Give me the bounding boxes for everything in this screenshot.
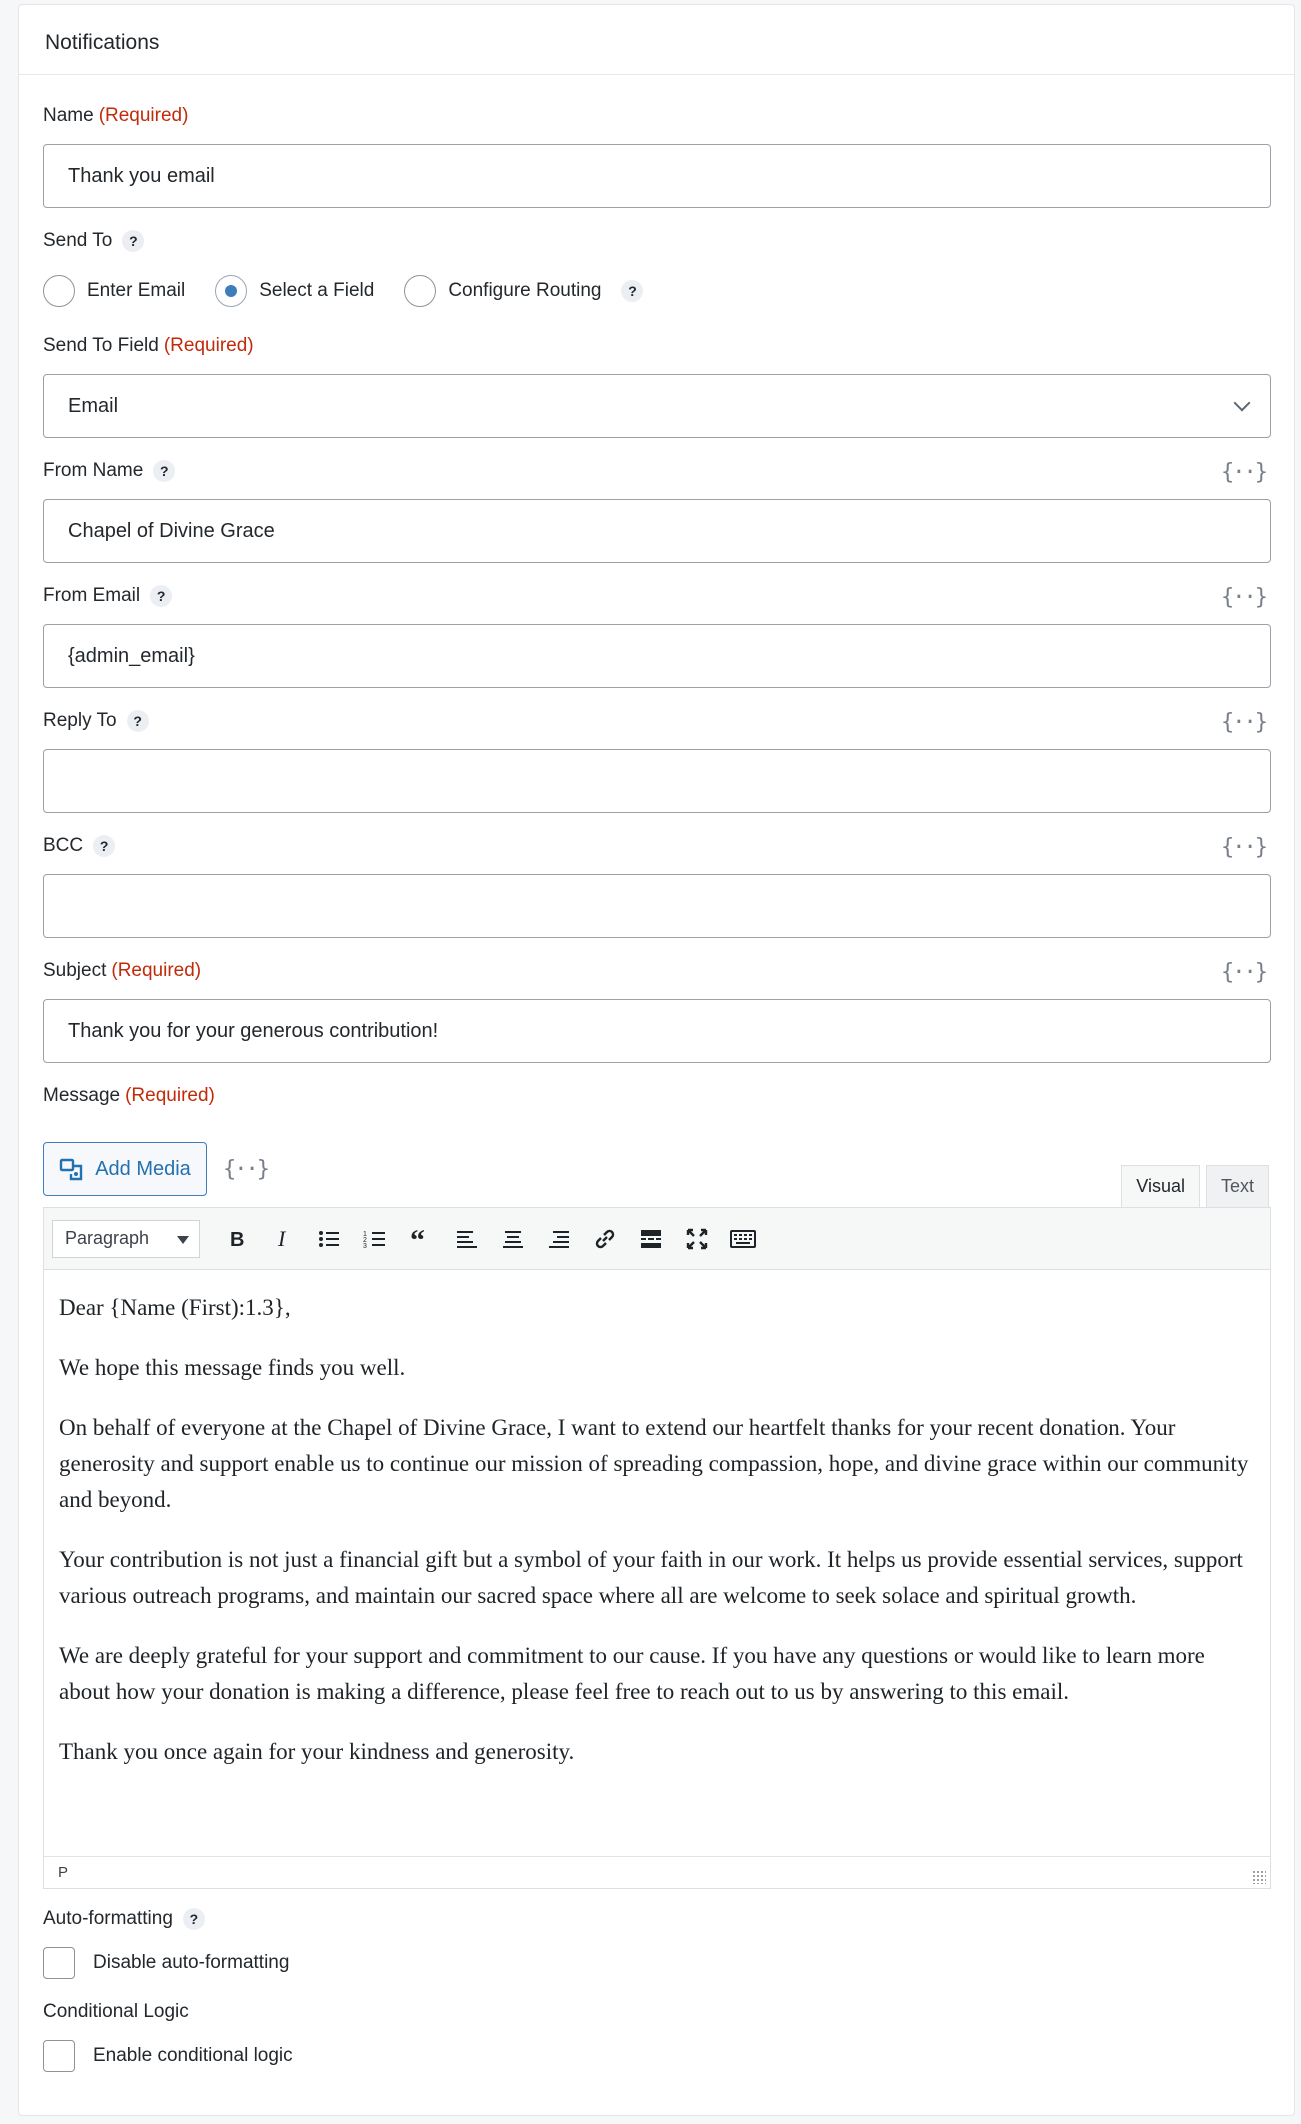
svg-text:B: B bbox=[230, 1228, 245, 1251]
merge-tags-icon[interactable]: {··} bbox=[1221, 460, 1266, 485]
required-marker: (Required) bbox=[163, 335, 254, 356]
panel-title: Notifications bbox=[45, 31, 160, 54]
from-email-input[interactable]: {admin_email} bbox=[43, 624, 1271, 688]
radio-button[interactable] bbox=[43, 275, 75, 307]
align-left-icon[interactable] bbox=[444, 1219, 490, 1259]
panel-header bbox=[19, 5, 1294, 75]
bcc-input[interactable] bbox=[43, 874, 1271, 938]
align-center-icon[interactable] bbox=[490, 1219, 536, 1259]
subject-input[interactable]: Thank you for your generous contribution! bbox=[43, 999, 1271, 1063]
message-paragraph: We hope this message finds you well. bbox=[59, 1355, 406, 1380]
checkbox[interactable] bbox=[43, 2040, 75, 2072]
message-paragraph: On behalf of everyone at the Chapel of Divine Grace, I want to extend our heartfelt thanks for your recent donation. Your generosity and support enable us to continue our mission of spreading compassion, hope, and divine grace within our community and beyond. bbox=[59, 1415, 1249, 1512]
merge-tags-icon[interactable]: {··} bbox=[1221, 585, 1266, 610]
help-icon[interactable]: ? bbox=[127, 710, 149, 732]
auto-formatting-label: Auto-formatting ? bbox=[43, 1908, 205, 1930]
help-icon[interactable]: ? bbox=[153, 460, 175, 482]
message-label: Message (Required) bbox=[43, 1085, 215, 1106]
notifications-panel bbox=[18, 4, 1295, 2116]
resize-grip-icon[interactable] bbox=[1252, 1870, 1266, 1884]
radio-configure-routing[interactable]: Configure Routing bbox=[404, 275, 601, 307]
help-icon[interactable]: ? bbox=[93, 835, 115, 857]
from-name-input[interactable]: Chapel of Divine Grace bbox=[43, 499, 1271, 563]
element-path[interactable]: P bbox=[58, 1864, 69, 1881]
chevron-down-icon bbox=[1234, 395, 1251, 412]
merge-tags-icon[interactable]: {··} bbox=[223, 1157, 268, 1182]
format-select[interactable]: Paragraph bbox=[52, 1220, 200, 1258]
merge-tags-icon[interactable]: {··} bbox=[1221, 835, 1266, 860]
fullscreen-icon[interactable] bbox=[674, 1219, 720, 1259]
editor-toolbar bbox=[44, 1208, 1270, 1270]
subject-label: Subject (Required) bbox=[43, 960, 202, 981]
from-email-label: From Email ? bbox=[43, 585, 172, 607]
svg-text:2: 2 bbox=[363, 1236, 367, 1244]
message-paragraph: We are deeply grateful for your support and commitment to our cause. If you have any questions or would like to learn more about how your donation is making a difference, please feel free to reach out to us by answering to this email. bbox=[59, 1643, 1205, 1704]
read-more-icon[interactable] bbox=[628, 1219, 674, 1259]
send-to-field-label: Send To Field (Required) bbox=[43, 335, 254, 356]
tab-visual[interactable]: Visual bbox=[1121, 1165, 1200, 1207]
enable-conditional-logic-checkbox[interactable]: Enable conditional logic bbox=[43, 2040, 293, 2072]
message-paragraph: Dear {Name (First):1.3}, bbox=[59, 1295, 291, 1320]
name-label: Name (Required) bbox=[43, 105, 189, 126]
bullet-list-icon[interactable] bbox=[306, 1219, 352, 1259]
italic-icon[interactable] bbox=[260, 1219, 306, 1259]
checkbox[interactable] bbox=[43, 1947, 75, 1979]
editor-tabs bbox=[1121, 1165, 1269, 1207]
merge-tags-icon[interactable]: {··} bbox=[1221, 710, 1266, 735]
radio-enter-email[interactable]: Enter Email bbox=[43, 275, 185, 307]
conditional-logic-label: Conditional Logic bbox=[43, 2001, 189, 2022]
message-paragraph: Thank you once again for your kindness and generosity. bbox=[59, 1739, 575, 1764]
media-icon bbox=[59, 1156, 85, 1182]
merge-tags-icon[interactable]: {··} bbox=[1221, 960, 1266, 985]
from-name-label: From Name ? bbox=[43, 460, 175, 482]
svg-text:3: 3 bbox=[363, 1242, 367, 1250]
numbered-list-icon[interactable] bbox=[352, 1219, 398, 1259]
required-marker: (Required) bbox=[111, 960, 202, 981]
radio-button[interactable] bbox=[404, 275, 436, 307]
bold-icon[interactable] bbox=[214, 1219, 260, 1259]
editor-statusbar bbox=[44, 1856, 1270, 1888]
svg-text:I: I bbox=[278, 1225, 286, 1251]
link-icon[interactable] bbox=[582, 1219, 628, 1259]
name-input[interactable]: Thank you email bbox=[43, 144, 1271, 208]
help-icon[interactable]: ? bbox=[621, 280, 643, 302]
svg-text:“: “ bbox=[410, 1225, 425, 1252]
help-icon[interactable]: ? bbox=[150, 585, 172, 607]
add-media-button[interactable]: Add Media bbox=[43, 1142, 207, 1196]
send-to-label: Send To ? bbox=[43, 230, 144, 252]
radio-select-a-field[interactable]: Select a Field bbox=[215, 275, 374, 307]
message-paragraph: Your contribution is not just a financial gift but a symbol of your faith in our work. It helps us provide essential services, support various outreach programs, and maintain our sacred space where all are welcome to seek solace and spiritual growth. bbox=[59, 1547, 1243, 1608]
align-right-icon[interactable] bbox=[536, 1219, 582, 1259]
help-icon[interactable]: ? bbox=[122, 230, 144, 252]
svg-text:1: 1 bbox=[363, 1230, 367, 1238]
disable-auto-formatting-checkbox[interactable]: Disable auto-formatting bbox=[43, 1947, 289, 1979]
help-icon[interactable]: ? bbox=[183, 1908, 205, 1930]
reply-to-label: Reply To ? bbox=[43, 710, 149, 732]
tab-text[interactable]: Text bbox=[1206, 1165, 1269, 1207]
blockquote-icon[interactable] bbox=[398, 1219, 444, 1259]
message-editor bbox=[43, 1207, 1271, 1889]
editor-content[interactable] bbox=[59, 1290, 1254, 1794]
send-to-field-select[interactable]: Email bbox=[43, 374, 1271, 438]
radio-button-selected[interactable] bbox=[215, 275, 247, 307]
bcc-label: BCC ? bbox=[43, 835, 115, 857]
send-to-radio-group bbox=[43, 271, 643, 311]
required-marker: (Required) bbox=[125, 1085, 215, 1106]
required-marker: (Required) bbox=[98, 105, 189, 126]
reply-to-input[interactable] bbox=[43, 749, 1271, 813]
toolbar-toggle-icon[interactable] bbox=[720, 1219, 766, 1259]
